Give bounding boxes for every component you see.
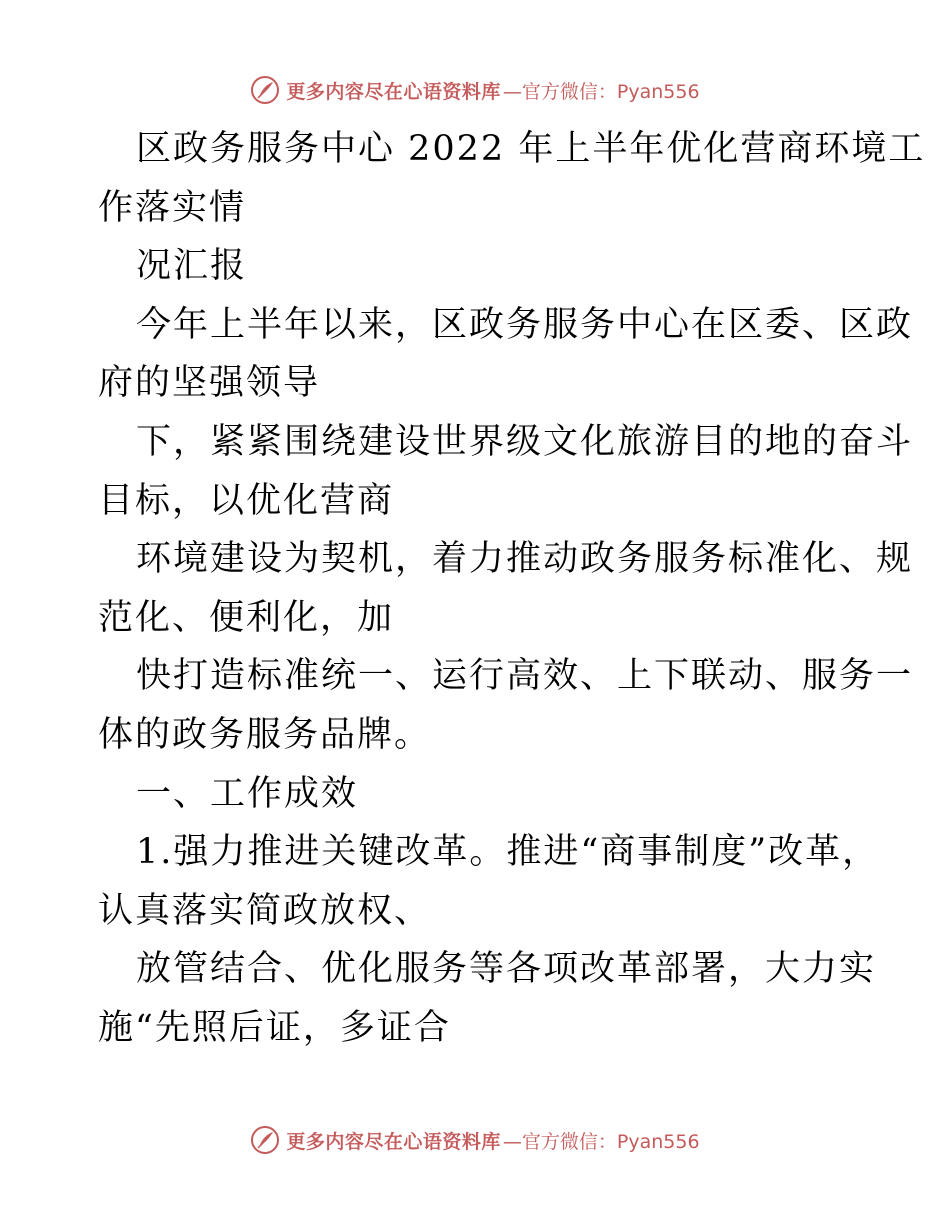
paragraph-line: 范化、便利化，加	[98, 597, 395, 638]
section-heading: 一、工作成效	[136, 773, 359, 814]
feather-logo-icon	[250, 1125, 280, 1155]
footer-brand-text: 更多内容尽在心语资料库	[286, 1130, 501, 1153]
paragraph-line: 1.强力推进关键改革。推进“商事制度”改革，	[136, 832, 880, 873]
page-header-watermark	[0, 70, 950, 110]
footer-contact-text: —官方微信：Pyan556	[502, 1130, 700, 1153]
title-line-2: 作落实情	[98, 187, 247, 228]
header-contact-text: —官方微信：Pyan556	[502, 80, 700, 103]
title-line-1: 区政务服务中心 2022 年上半年优化营商环境工	[136, 129, 926, 169]
paragraph-line: 认真落实简政放权、	[98, 890, 432, 931]
paragraph-line: 放管结合、优化服务等各项改革部署，大力实	[136, 949, 877, 990]
paragraph-line: 今年上半年以来，区政务服务中心在区委、区政	[136, 304, 914, 345]
document-body	[98, 120, 926, 1058]
paragraph-line: 环境建设为契机，着力推动政务服务标准化、规	[136, 539, 914, 580]
paragraph-line: 快打造标准统一、运行高效、上下联动、服务一	[136, 656, 914, 697]
header-brand-text: 更多内容尽在心语资料库	[286, 80, 501, 103]
paragraph-line: 目标，以优化营商	[98, 480, 395, 521]
paragraph-line: 施“先照后证，多证合	[98, 1007, 451, 1048]
page-footer-watermark	[0, 1120, 950, 1160]
paragraph-line: 府的坚强领导	[98, 363, 321, 404]
paragraph-line: 下，紧紧围绕建设世界级文化旅游目的地的奋斗	[136, 421, 914, 462]
title-line-3: 况汇报	[136, 246, 248, 287]
paragraph-line: 体的政务服务品牌。	[98, 714, 432, 755]
feather-logo-icon	[250, 75, 280, 105]
